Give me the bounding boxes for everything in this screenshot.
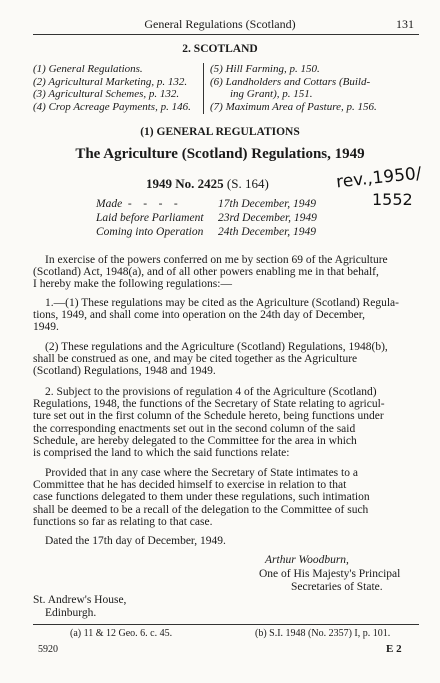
si-number-text: 1949 No. 2425	[146, 176, 224, 191]
toc-entry: (4) Crop Acreage Payments, p. 146.	[33, 100, 191, 113]
si-number	[146, 176, 269, 192]
footnote-b: (b) S.I. 1948 (No. 2357) I, p. 101.	[255, 628, 391, 639]
print-code: 5920	[38, 644, 58, 655]
toc-entry: (5) Hill Farming, p. 150.	[210, 63, 320, 75]
part-title: 2. SCOTLAND	[182, 43, 258, 55]
text-line: 1.—(1) These regulations may be cited as the Agriculture (Scotland) Regula-	[45, 297, 399, 309]
text-line: functions so far as relating to that case.	[33, 515, 213, 528]
document-title: The Agriculture (Scotland) Regulations, 1949	[75, 146, 365, 162]
toc-divider	[203, 63, 204, 114]
toc-entry: (7) Maximum Area of Pasture, p. 156.	[210, 100, 377, 113]
toc-entry: (2) Agricultural Marketing, p. 132.	[33, 75, 188, 88]
date-label: Coming into Operation	[96, 226, 204, 238]
running-header-title: General Regulations (Scotland)	[144, 17, 296, 31]
signature-mark: E 2	[386, 643, 402, 655]
text-line: 1949.	[33, 321, 59, 334]
toc-entry: ing Grant), p. 151.	[230, 88, 313, 100]
header-rule	[33, 34, 419, 35]
section-title: (1) GENERAL REGULATIONS	[140, 126, 300, 138]
footnote-rule	[33, 624, 419, 625]
text-line: In exercise of the powers conferred on me by section 69 of the Agriculture	[45, 254, 388, 266]
text-line: shall be construed as one, and may be cited together as the Agriculture	[33, 353, 358, 366]
toc-right-column	[210, 63, 377, 113]
dates-labels	[96, 197, 204, 239]
text-line: (2) These regulations and the Agriculture (Scotland) Regulations, 1948(b),	[45, 341, 388, 353]
handwritten-annotation: 1552	[372, 190, 413, 209]
address-line: St. Andrew's House,	[33, 594, 127, 606]
signatory-title: One of His Majesty's Principal	[259, 568, 401, 580]
text-line: case functions delegated to them under these regulations, such intimation	[33, 491, 370, 504]
text-line: tions, 1949, and shall come into operation on the 24th day of December,	[33, 309, 366, 322]
text-line: shall be deemed to be a recall of the delegation to the Committee of such	[33, 503, 369, 516]
toc-entry: (6) Landholders and Cottars (Build-	[210, 75, 371, 88]
date-value: 17th December, 1949	[218, 198, 317, 210]
toc-left-column	[33, 63, 191, 113]
text-line: Provided that in any case where the Secretary of State intimates to a	[45, 467, 358, 479]
date-label: Laid before Parliament	[96, 212, 204, 224]
toc-entry: (3) Agricultural Schemes, p. 132.	[33, 88, 180, 100]
text-line: Committee that he has decided himself to exercise in relation to that	[33, 479, 347, 492]
text-line: ture set out in the first column of the Schedule hereto, being functions under	[33, 410, 384, 423]
preamble-paragraph	[33, 254, 419, 291]
text-line: I hereby make the following regulations:—	[33, 278, 232, 291]
handwritten-annotation: rev.,1950/	[335, 163, 423, 193]
toc-entry: (1) General Regulations.	[33, 63, 143, 75]
text-line: (Scotland) Regulations, 1948 and 1949.	[33, 365, 216, 378]
date-value: 23rd December, 1949	[218, 212, 317, 224]
regulation-1-2	[33, 341, 419, 378]
text-line: 2. Subject to the provisions of regulation 4 of the Agriculture (Scotland)	[45, 386, 377, 398]
regulation-1-1	[33, 297, 419, 334]
si-series: (S. 164)	[226, 176, 269, 191]
text-line: the corresponding enactments set out in the second column of the said	[33, 422, 356, 435]
signatory-name: Arthur Woodburn,	[265, 554, 349, 566]
text-line: (Scotland) Act, 1948(a), and of all other powers enabling me in that behalf,	[33, 266, 379, 279]
dates-values	[218, 197, 317, 239]
date-value: 24th December, 1949	[218, 226, 317, 238]
text-line: is comprised the land to which the said functions relate:	[33, 447, 290, 460]
dated-line: Dated the 17th day of December, 1949.	[45, 535, 226, 547]
signatory-title: Secretaries of State.	[291, 581, 383, 593]
date-label: Made - - - -	[96, 198, 178, 210]
page-number: 131	[396, 17, 414, 31]
address-line: Edinburgh.	[45, 607, 97, 619]
footnote-a: (a) 11 & 12 Geo. 6. c. 45.	[70, 628, 173, 639]
regulation-2	[33, 386, 419, 459]
text-line: Schedule, are hereby delegated to the Committee for the area in which	[33, 434, 357, 447]
proviso-paragraph	[33, 467, 419, 528]
text-line: Regulations, 1948, the functions of the Secretary of State relating to agricul-	[33, 398, 385, 411]
